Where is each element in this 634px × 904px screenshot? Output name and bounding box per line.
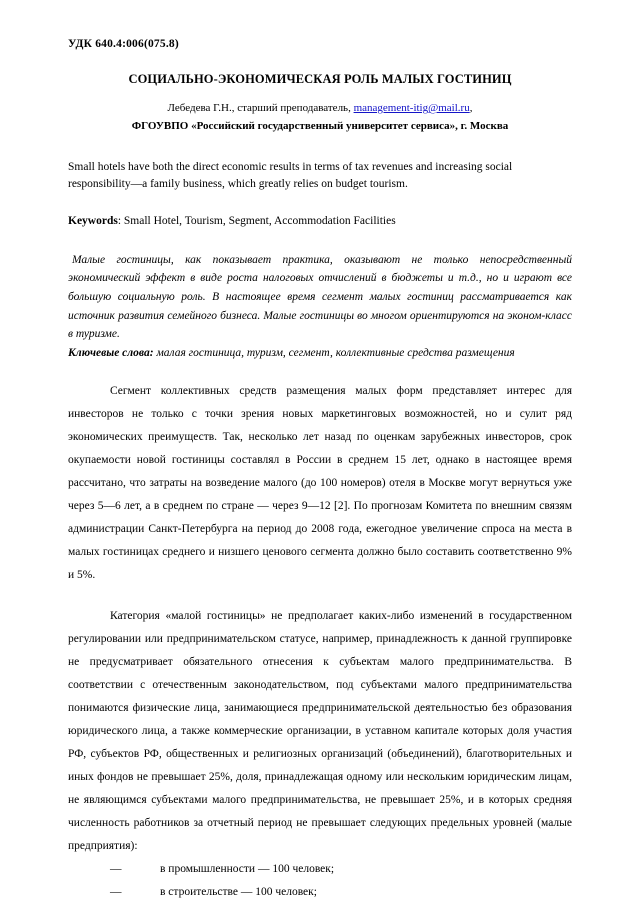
keywords-english-label: Keywords: [68, 215, 118, 228]
page-title: СОЦИАЛЬНО-ЭКОНОМИЧЕСКАЯ РОЛЬ МАЛЫХ ГОСТИНИЦ: [128, 72, 512, 86]
body-paragraph: Категория «малой гостиницы» не предполагает каких-либо изменений в государственном регулировании или предпринимательском статусе, например, принадлежность к данной группировке не предусматривает обязательного отнесения к субъектам малого предпринимательства. В соответствии с отечественным законодательством, под субъектами малого предпринимательства понимаются физические лица, занимающиеся предпринимательской деятельностью без образования юридического лица, а также коммерческие организации, в уставном капитале которых доля участия РФ, субъектов РФ, общественных и религиозных организаций (объединений), благотворительных и иных фондов не превышает 25%, доля, принадлежащая одному или нескольким юридическим лицам, не являющимся субъектами малого предпринимательства, не превышает 25%, и в которых средняя численность работников за отчетный период не превышает следующих предельных уровней (малые предприятия):: [68, 610, 572, 853]
list-item-label: в промышленности — 100 человек;: [160, 863, 335, 876]
author-name: Лебедева Г.Н., старший преподаватель,: [167, 102, 354, 114]
body-paragraph: Сегмент коллективных средств размещения малых форм представляет интерес для инвесторов не только с точки зрения новых маркетинговых возможностей, но и сулит ряд экономических преимуществ. Так, несколько лет назад по оценкам зарубежных инвесторов, срок окупаемости новой гостиницы составлял в России в среднем 15 лет, однако в настоящее время рассчитано, что затраты на возведение малого (до 100 номеров) отеля в Москве могут вернуться уже через 5—6 лет, а в среднем по стране — через 9—12 [2]. По прогнозам Комитета по внешним связям администрации Санкт-Петербурга на период до 2008 года, ежегодное увеличение спроса на места в малых гостиницах среднего и низшего ценового сегмента должно было составить соответственно 9% и 5%.: [68, 385, 572, 582]
keywords-english: [68, 213, 572, 230]
list-bullet-dash: —: [110, 886, 122, 899]
keywords-russian: [68, 344, 572, 363]
authors-suffix: ,: [469, 102, 473, 114]
authors-line: [68, 101, 572, 117]
udk-code: УДК 640.4:006(075.8): [68, 38, 179, 50]
list-item: [68, 881, 572, 904]
keywords-english-value: : Small Hotel, Tourism, Segment, Accommodation Facilities: [117, 215, 396, 228]
abstract-english: Small hotels have both the direct economic results in terms of tax revenues and increasing social responsibility—a family business, which greatly relies on budget tourism.: [68, 160, 513, 191]
list-item-label: в строительстве — 100 человек;: [160, 886, 317, 899]
keywords-russian-value: малая гостиница, туризм, сегмент, коллективные средства размещения: [153, 346, 515, 359]
author-email-link[interactable]: management-itig@mail.ru: [353, 102, 470, 114]
list-bullet-dash: —: [110, 863, 122, 876]
list-item: [68, 858, 572, 881]
keywords-russian-label: Ключевые слова:: [68, 346, 154, 359]
affiliation: ФГОУВПО «Российский государственный университет сервиса», г. Москва: [131, 119, 509, 132]
abstract-russian: Малые гостиницы, как показывает практика, оказывают не только непосредственный экономический эффект в виде роста налоговых отчислений в бюджеты и т.д., но и играют все большую социальную роль. В настоящее время сегмент малых гостиниц рассматривается как источник развития семейного бизнеса. Малые гостиницы во многом ориентируются на эконом-класс в туризме.: [68, 253, 572, 341]
